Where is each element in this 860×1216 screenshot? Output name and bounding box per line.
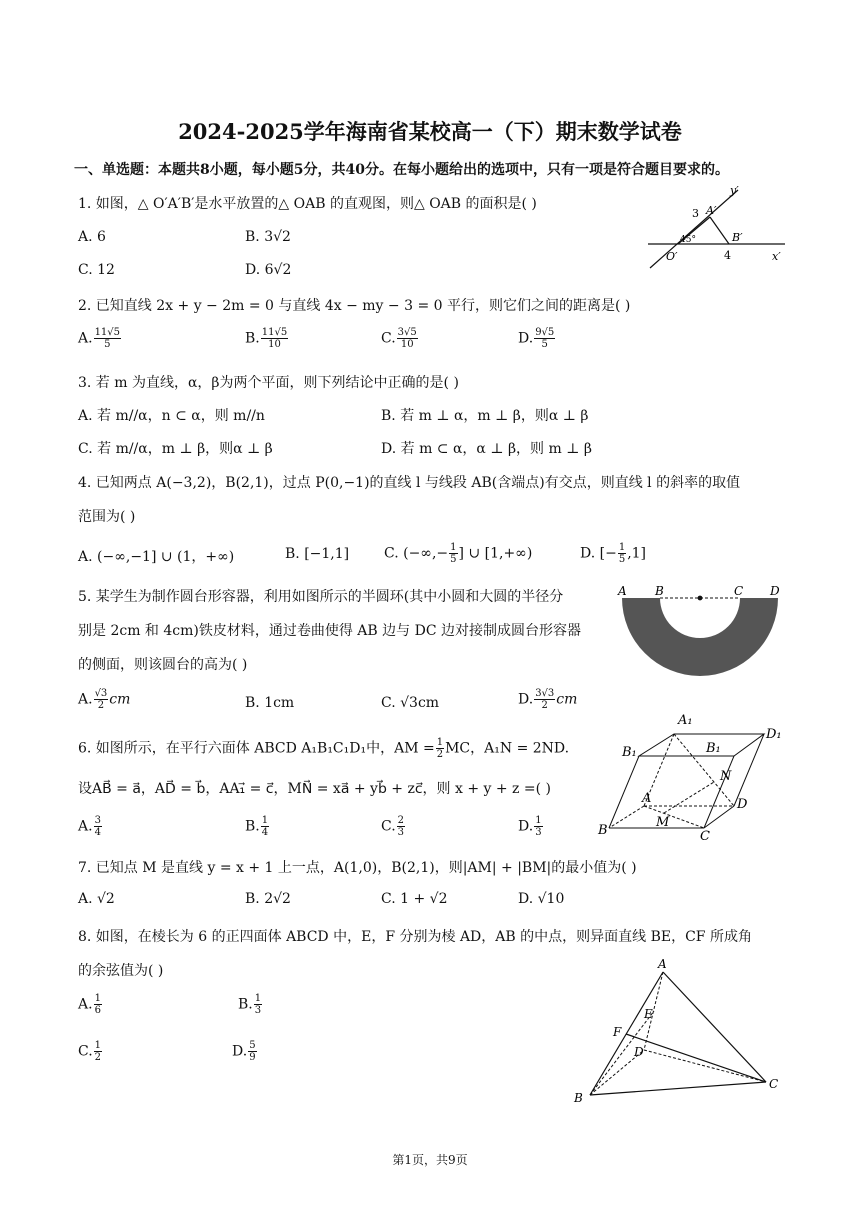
q1-option-b: B. 3√2 — [245, 229, 291, 245]
segment-mn — [664, 782, 714, 813]
edge-ab — [590, 972, 663, 1095]
q1-option-a: A. 6 — [78, 229, 106, 245]
q3-option-a: A. 若 m//α，n ⊂ α，则 m//n — [78, 408, 265, 424]
label-m: M — [656, 815, 670, 830]
q2-option-a: A. $\frac{11√5}{5}$ — [78, 327, 121, 350]
q7-stem: 7. 已知点 M 是直线 y = x + 1 上一点，A(1,0)，B(2,1)，则|AM| + |BM|的最小值为( ) — [78, 860, 637, 876]
q4-stem-line1: 4. 已知两点 A(−3,2)，B(2,1)，过点 P(0,−1)的直线 l 与线段 AB(含端点)有交点，则直线 l 的斜率的取值 — [78, 475, 741, 491]
edge-ab — [609, 806, 644, 828]
q5-stem-line3: 的侧面，则该圆台的高为( ) — [78, 657, 248, 673]
label-e: E — [644, 1007, 653, 1021]
edge-bc — [590, 1082, 766, 1095]
point-b-label: B′ — [732, 231, 743, 244]
label-d: D — [634, 1045, 644, 1059]
q8-option-c: C. $\frac{1}{2}$ — [78, 1040, 102, 1063]
angle-label: 45° — [680, 235, 696, 245]
label-b: B — [655, 584, 664, 598]
x-axis-label: x′ — [772, 250, 781, 263]
segment-be — [590, 1011, 654, 1095]
q5-option-a: A. $\frac{√3}{2}$ cm — [78, 688, 131, 711]
point-a-label: A′ — [706, 204, 717, 217]
q6-option-c: C. $\frac{2}{3}$ — [381, 815, 405, 838]
q6-option-d: D. $\frac{1}{3}$ — [518, 815, 542, 838]
edge-cd — [644, 1050, 766, 1082]
q6-figure — [594, 708, 784, 844]
q5-stem-line2: 别是 2cm 和 4cm)铁皮材料，通过卷曲使得 AB 边与 DC 边对接制成圆台形容器 — [78, 623, 581, 639]
q6-stem-line2: 设AB⃗ = a⃗，AD⃗ = b⃗，AA₁⃗ = c⃗，MN⃗ = xa⃗ + yb⃗ + zc⃗，则 x + y + z =( ) — [78, 781, 551, 797]
page-title: 2024-2025学年海南省某校高一（下）期末数学试卷 — [178, 119, 682, 144]
edge-ac — [663, 972, 766, 1082]
q2-option-c: C. $\frac{3√5}{10}$ — [381, 327, 417, 350]
label-a: A — [618, 584, 627, 598]
q8-option-b: B. $\frac{1}{3}$ — [238, 993, 262, 1016]
label-b: B — [598, 823, 608, 838]
q7-option-b: B. 2√2 — [245, 891, 291, 907]
q5-option-d: D. $\frac{3√3}{2}$ cm — [518, 688, 578, 711]
q1-figure — [640, 184, 790, 274]
q1-option-c: C. 12 — [78, 262, 115, 278]
label-a1: A₁ — [678, 713, 693, 728]
label-a: A — [658, 958, 667, 971]
q4-option-c: C. (−∞,− $\frac{1}{5}$ ] ∪ [1,+∞) — [384, 542, 533, 565]
q6-stem-line1: 6. 如图所示，在平行六面体 ABCD A₁B₁C₁D₁中，AM = $\frac{1}{2}$ MC，A₁N = 2ND. — [78, 737, 570, 760]
label-c: C — [700, 829, 710, 844]
label-b: B — [574, 1091, 583, 1105]
q4-stem-line2: 范围为( ) — [78, 509, 136, 525]
section-heading: 一、单选题：本题共8小题，每小题5分，共40分。在每小题给出的选项中，只有一项是符合题目要求的。 — [74, 162, 729, 178]
q4-option-b: B. [−1,1] — [285, 546, 350, 562]
q8-figure — [566, 958, 786, 1108]
q7-option-d: D. √10 — [518, 891, 565, 907]
q1-option-d: D. 6√2 — [245, 262, 292, 278]
q5-stem-line1: 5. 某学生为制作圆台形容器，利用如图所示的半圆环(其中小圆和大圆的半径分 — [78, 589, 564, 605]
segment-ab — [710, 217, 729, 244]
diag-ac — [644, 806, 704, 828]
page-footer: 第1页，共9页 — [392, 1153, 468, 1167]
segment-cf — [626, 1034, 766, 1082]
q7-option-a: A. √2 — [78, 891, 115, 907]
q8-option-a: A. $\frac{1}{6}$ — [78, 993, 101, 1016]
q1-stem: 1. 如图，△ O′A′B′是水平放置的△ OAB 的直观图，则△ OAB 的面积是( ) — [78, 196, 537, 212]
q6-option-b: B. $\frac{1}{4}$ — [245, 815, 269, 838]
label-c1: B₁ — [706, 741, 721, 756]
q3-stem: 3. 若 m 为直线，α，β为两个平面，则下列结论中正确的是( ) — [78, 375, 459, 391]
y-axis-label: y′ — [730, 184, 739, 197]
q5-option-c: C. √3cm — [381, 695, 440, 711]
q7-option-c: C. 1 + √2 — [381, 891, 448, 907]
semi-annulus — [622, 598, 778, 676]
length-3-label: 3 — [692, 207, 699, 220]
label-d: D — [770, 584, 780, 598]
label-d1: D₁ — [766, 727, 782, 742]
label-c: C — [734, 584, 744, 598]
q8-stem-line2: 的余弦值为( ) — [78, 963, 164, 979]
point-o-label: O′ — [666, 250, 678, 263]
label-n: N — [720, 769, 732, 784]
center-point — [698, 596, 703, 601]
label-f: F — [613, 1025, 622, 1039]
q3-option-d: D. 若 m ⊂ α，α ⊥ β，则 m ⊥ β — [381, 441, 592, 457]
q2-option-b: B. $\frac{11√5}{10}$ — [245, 327, 288, 350]
q5-figure — [612, 582, 787, 682]
q5-option-b: B. 1cm — [245, 695, 295, 711]
length-4-label: 4 — [724, 249, 731, 262]
q3-option-c: C. 若 m//α，m ⊥ β，则α ⊥ β — [78, 441, 273, 457]
q6-option-a: A. $\frac{3}{4}$ — [78, 815, 101, 838]
q4-option-d: D. [− $\frac{1}{5}$ ,1] — [580, 542, 647, 565]
label-a: A — [642, 791, 652, 806]
label-b1: B₁ — [622, 745, 637, 760]
label-d: D — [737, 797, 748, 812]
q8-option-d: D. $\frac{5}{9}$ — [232, 1040, 256, 1063]
edge-bb1 — [609, 756, 639, 828]
q2-stem: 2. 已知直线 2x + y − 2m = 0 与直线 4x − my − 3 = 0 平行，则它们之间的距离是( ) — [78, 298, 631, 314]
label-c: C — [769, 1077, 779, 1091]
top-face — [639, 734, 764, 756]
q3-option-b: B. 若 m ⊥ α，m ⊥ β，则α ⊥ β — [381, 408, 589, 424]
q4-option-a: A. (−∞,−1] ∪ (1，+∞) — [78, 549, 235, 565]
q2-option-d: D. $\frac{9√5}{5}$ — [518, 327, 555, 350]
q8-stem-line1: 8. 如图，在棱长为 6 的正四面体 ABCD 中，E，F 分别为棱 AD，AB 的中点，则异面直线 BE，CF 所成角 — [78, 929, 752, 945]
